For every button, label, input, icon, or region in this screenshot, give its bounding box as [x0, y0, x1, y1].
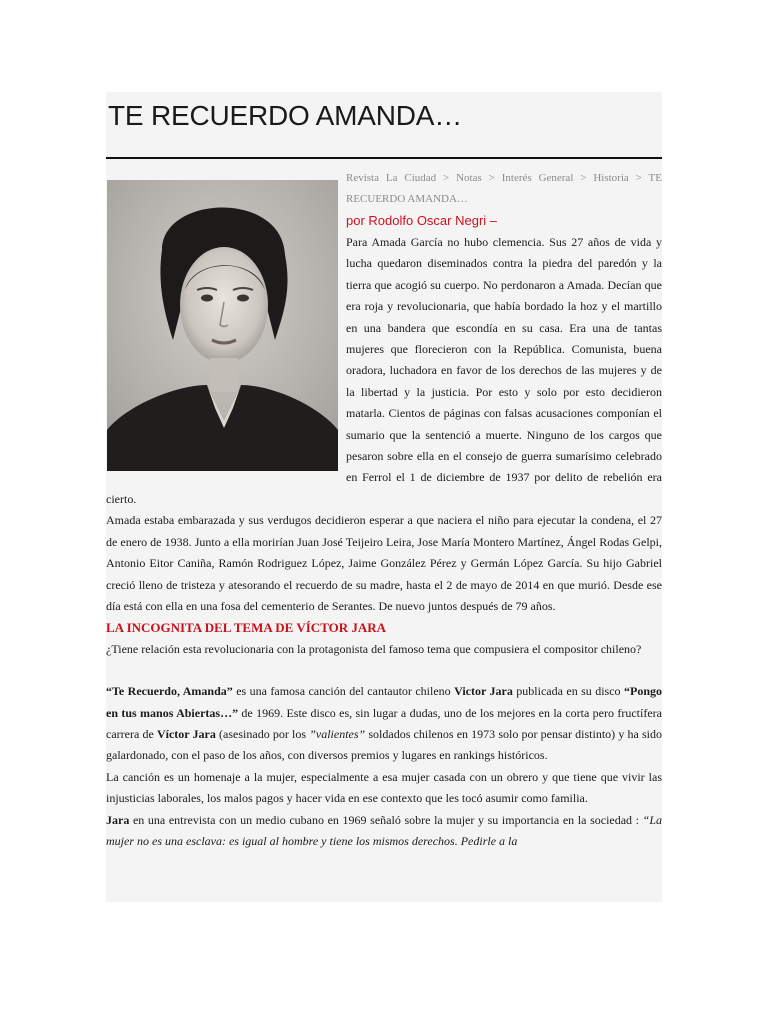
p4-text-2: publicada en su disco	[512, 684, 624, 699]
paragraph-4	[106, 681, 662, 767]
artist-name-2: Víctor Jara	[156, 726, 216, 741]
paragraph-6	[106, 810, 662, 853]
p6-text-1: en una entrevista con un medio cubano en 1969 señaló sobre la mujer y su importancia en la sociedad :	[129, 812, 643, 827]
title-divider	[106, 157, 662, 159]
article-body	[106, 168, 662, 852]
song-title: “Te Recuerdo, Amanda”	[106, 684, 233, 699]
paragraph-gap	[106, 660, 662, 681]
p4-text-1: es una famosa canción del cantautor chileno	[232, 684, 455, 699]
article-title: TE RECUERDO AMANDA…	[108, 100, 463, 131]
breadcrumb[interactable]: Revista La Ciudad > Notas > Interés General > Historia > TE RECUERDO AMANDA…	[346, 172, 662, 205]
jara-quote: “La mujer no es una esclava: es igual al hombre y tiene los mismos derechos. Pedirle a la	[106, 812, 662, 848]
paragraph-2: Amada estaba embarazada y sus verdugos decidieron esperar a que naciera el niño para ejecutar la condena, el 27 de enero de 1938. Junto a ella morirían Juan José Teijeiro Leira, Jose María Montero Martínez, Ángel Rodas Gelpi, Antonio Eitor Caniña, Ramón Rodriguez López, Jaime González Pérez y Germán López García. Su hijo Gabriel creció lleno de tristeza y atesorando el recuerdo de su madre, hasta el 2 de mayo de 2014 en que murió. Desde ese día está con ella en una fosa del cementerio de Serantes. De nuevo juntos después de 79 años.	[106, 513, 662, 613]
valientes-quote: ”valientes”	[309, 726, 366, 741]
p4-text-5: soldados chilenos en 1973 solo por pensar distinto) y ha sido galardonado, con el paso de los años, con diversos premios y lugares en rankings históricos.	[106, 726, 662, 763]
paragraph-1: Para Amada García no hubo clemencia. Sus 27 años de vida y lucha quedaron diseminados contra la piedra del paredón y la tierra que acogió su cuerpo. No perdonaron a Amada. Decían que era roja y revolucionaria, que había bordado la hoz y el martillo en una bandera que escondía en su casa. Era una de tantas mujeres que florecieron con la República. Comunista, buena oradora, luchadora en favor de los derechos de las mujeres y de la libertad y la justicia. Por esto y solo por esto decidieron matarla. Cientos de páginas con falsas acusaciones componían el sumario que la sentenció a muerte. Ninguno de los cargos que pesaron sobre ella en el consejo de guerra sumarísimo celebrado en Ferrol el 1 de diciembre de 1937 por delito de rebelión era cierto.	[106, 235, 662, 506]
section-heading: LA INCOGNITA DEL TEMA DE VÍCTOR JARA	[106, 620, 387, 636]
album-title: “Pongo en tus manos Abiertas…”	[106, 684, 662, 720]
photo-spacer	[106, 168, 346, 484]
p4-text-3: de 1969. Este disco es, sin lugar a dudas, uno de los mejores en la corta pero fructífera carrera de	[106, 705, 662, 741]
byline: por Rodolfo Oscar Negri –	[346, 213, 498, 228]
paragraph-5: La canción es un homenaje a la mujer, especialmente a esa mujer casada con un obrero y que tiene que vivir las injusticias laborales, los malos pagos y hacer vida en ese contexto que les tocó asumir como familia.	[106, 769, 662, 806]
p4-text-4: (asesinado por los	[215, 726, 310, 741]
document-page	[106, 92, 662, 902]
paragraph-3: ¿Tiene relación esta revolucionaria con la protagonista del famoso tema que compusiera el compositor chileno?	[106, 641, 642, 656]
artist-name: Victor Jara	[454, 684, 513, 699]
jara-name: Jara	[106, 812, 130, 827]
